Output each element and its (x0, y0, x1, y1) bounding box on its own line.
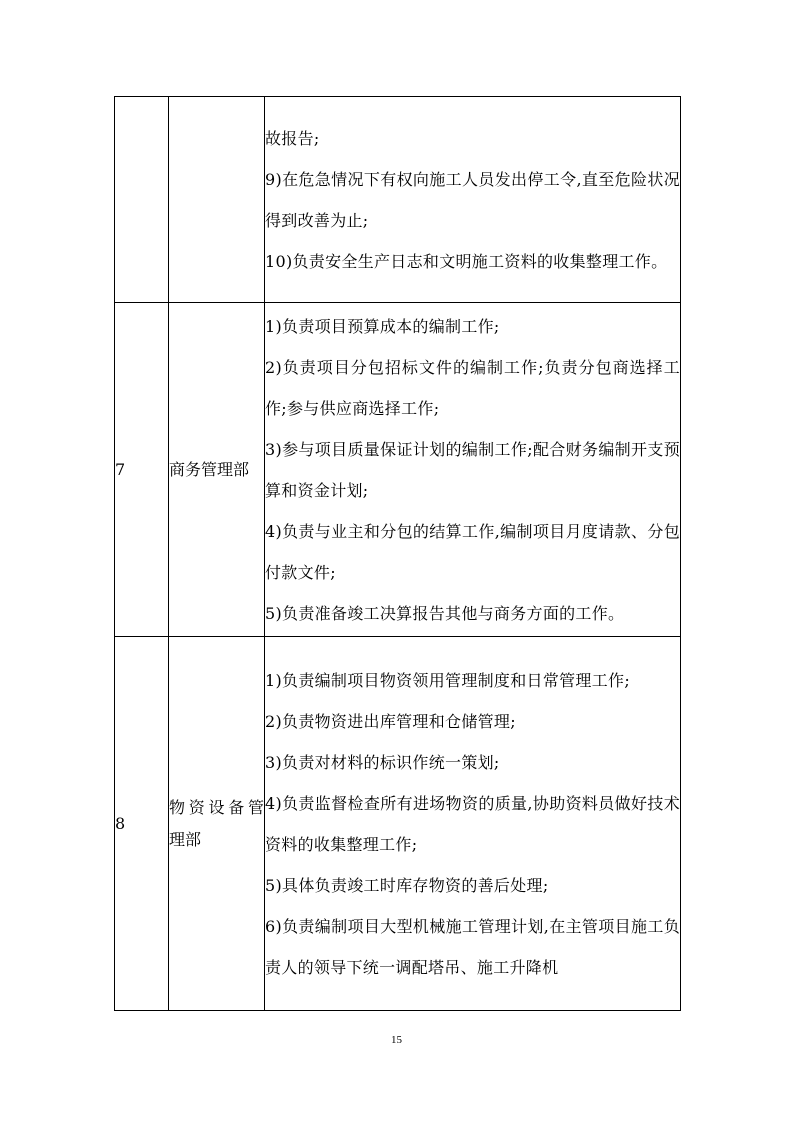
table-row (115, 637, 681, 1011)
duty-item: 4)负责与业主和分包的结算工作,编制项目月度请款、分包付款文件; (265, 521, 680, 582)
row-number: 7 (115, 303, 169, 637)
row-number (115, 97, 169, 303)
duty-item: 3)负责对材料的标识作统一策划; (265, 752, 500, 772)
table-row (115, 97, 681, 303)
duties-cell (265, 97, 681, 303)
responsibility-table (114, 96, 681, 1011)
page-number: 15 (391, 1034, 402, 1046)
duty-item: 5)具体负责竣工时库存物资的善后处理; (265, 875, 549, 895)
duty-item: 2)负责项目分包招标文件的编制工作;负责分包商选择工作;参与供应商选择工作; (265, 357, 680, 418)
duty-item: 6)负责编制项目大型机械施工管理计划,在主管项目施工负责人的领导下统一调配塔吊、施工升降机 (265, 916, 680, 977)
duty-item: 2)负责物资进出库管理和仓储管理; (265, 711, 516, 731)
duty-item: 3)参与项目质量保证计划的编制工作;配合财务编制开支预算和资金计划; (265, 439, 680, 500)
duties-cell (265, 303, 681, 637)
department-name (169, 97, 265, 303)
department-name: 商务管理部 (169, 303, 265, 637)
department-name: 物资设备管理部 (169, 637, 265, 1011)
duty-item: 4)负责监督检查所有进场物资的质量,协助资料员做好技术资料的收集整理工作; (265, 793, 680, 854)
table-row (115, 303, 681, 637)
duty-item: 9)在危急情况下有权向施工人员发出停工令,直至危险状况得到改善为止; (265, 169, 680, 230)
row-number: 8 (115, 637, 169, 1011)
duties-cell (265, 637, 681, 1011)
duty-item: 5)负责准备竣工决算报告其他与商务方面的工作。 (265, 603, 625, 623)
duty-item: 故报告; (265, 128, 320, 148)
duty-item: 1)负责编制项目物资领用管理制度和日常管理工作; (265, 670, 631, 690)
duty-item: 1)负责项目预算成本的编制工作; (265, 316, 500, 336)
duty-item: 10)负责安全生产日志和文明施工资料的收集整理工作。 (265, 251, 668, 271)
